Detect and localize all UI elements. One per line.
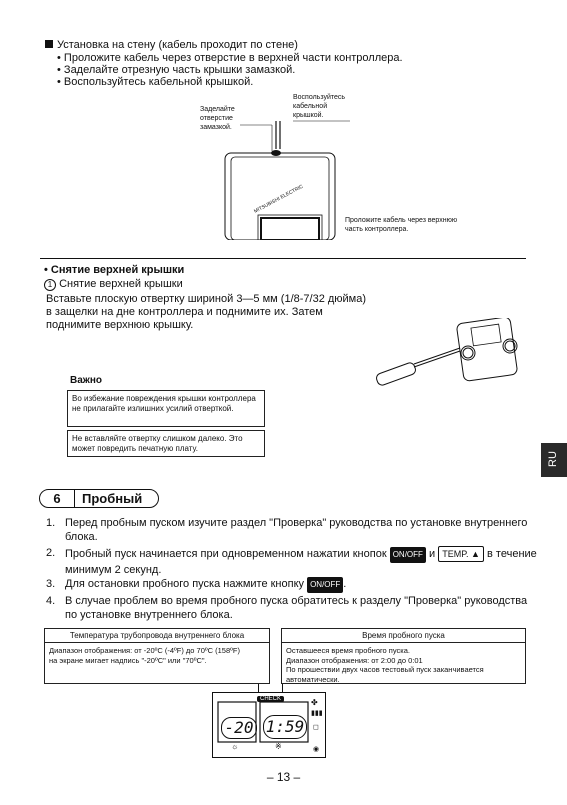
wall-heading: Установка на стену (кабель проходит по стене) [45,39,298,52]
remove-body: Вставьте плоскую отвертку шириной 3—5 мм (1/8-7/32 дюйма) в защелки на дне контроллера и поднимите их. Затем поднимите верхнюю крышку. [46,293,367,331]
wall-bullet-1: • Проложите кабель через отверстие в верхней части контроллера. [57,52,403,64]
check-indicator: CHECK [257,696,284,702]
step-3: 3. Для остановки пробного пуска нажмите кнопку ON/OFF . [48,577,538,593]
onoff-button-icon: ON/OFF [307,577,343,593]
remove-sub: 1 Снятие верхней крышки [44,278,183,291]
time-readout: 1:59 [263,715,307,739]
page-number: – 13 – [266,770,301,784]
defrost-icon: ※ [275,742,282,751]
wall-bullet-2: • Заделайте отрезную часть крышки замазкой. [57,64,296,76]
test-time-box: Время пробного пуска Оставшееся время пробного пуска. Диапазон отображения: от 2:00 до 0:01 По прошествии двух часов тестовый пуск заканчивается автоматически. [281,628,526,684]
step-4: 4. В случае проблем во время пробного пуска обратитесь к разделу "Проверка" руководства по установке внутреннего блока. [46,595,528,621]
label-route-cable: Проложите кабель через верхнюю часть контроллера. [345,217,458,233]
controller-wall-drawing [200,95,350,240]
label-putty: Заделайте отверстие замазкой. [200,106,235,131]
pipe-temp-box: Температура трубопровода внутреннего блока Диапазон отображения: от -20ºC (-4ºF) до 70ºC (158ºF) на экране мигает надпись "-20ºC" или "70ºC". [44,628,270,684]
vane-icon: ◻ [313,724,319,731]
note-box-2: Не вставляйте отвертку слишком далеко. Это может повредить печатную плату. [67,430,265,457]
divider [40,258,526,259]
temp-button-icon: TEMP. ▲ [438,546,484,562]
important-title: Важно [70,375,103,386]
note-box-1: Во избежание повреждения крышки контроллера не прилагайте излишних усилий отверткой. [67,390,265,427]
fan-icon: ✤ [311,698,318,707]
sensor-icon: ◉ [313,746,320,753]
wall-bullet-3: • Воспользуйтесь кабельной крышкой. [57,76,254,88]
step-1: 1. Перед пробным пуском изучите раздел "Проверка" руководства по установке внутреннего блока. [46,517,528,543]
step-2: 2. Пробный пуск начинается при одновременном нажатии кнопок ON/OFF и TEMP. ▲ в течение минимум 2 секунд. [46,547,537,576]
circled-number: 1 [44,279,56,291]
section-header [39,489,159,508]
language-tab: RU [541,443,567,477]
square-bullet-icon [45,40,53,48]
section-title: Пробный [82,491,143,506]
fan-speed-icon: ▮▮▮ [311,710,323,717]
onoff-button-icon: ON/OFF [390,547,426,563]
temp-readout: -20 [221,717,257,739]
screwdriver-figure [370,318,525,393]
label-cable-cover: Воспользуйтесь кабельной крышкой. [293,94,346,119]
section-number: 6 [40,490,75,507]
remove-heading: • Снятие верхней крышки [44,264,185,276]
sun-icon: ☼ [231,742,239,751]
brand-logo: MITSUBISHI ELECTRIC [253,183,305,215]
display-callout-lines [212,692,332,762]
